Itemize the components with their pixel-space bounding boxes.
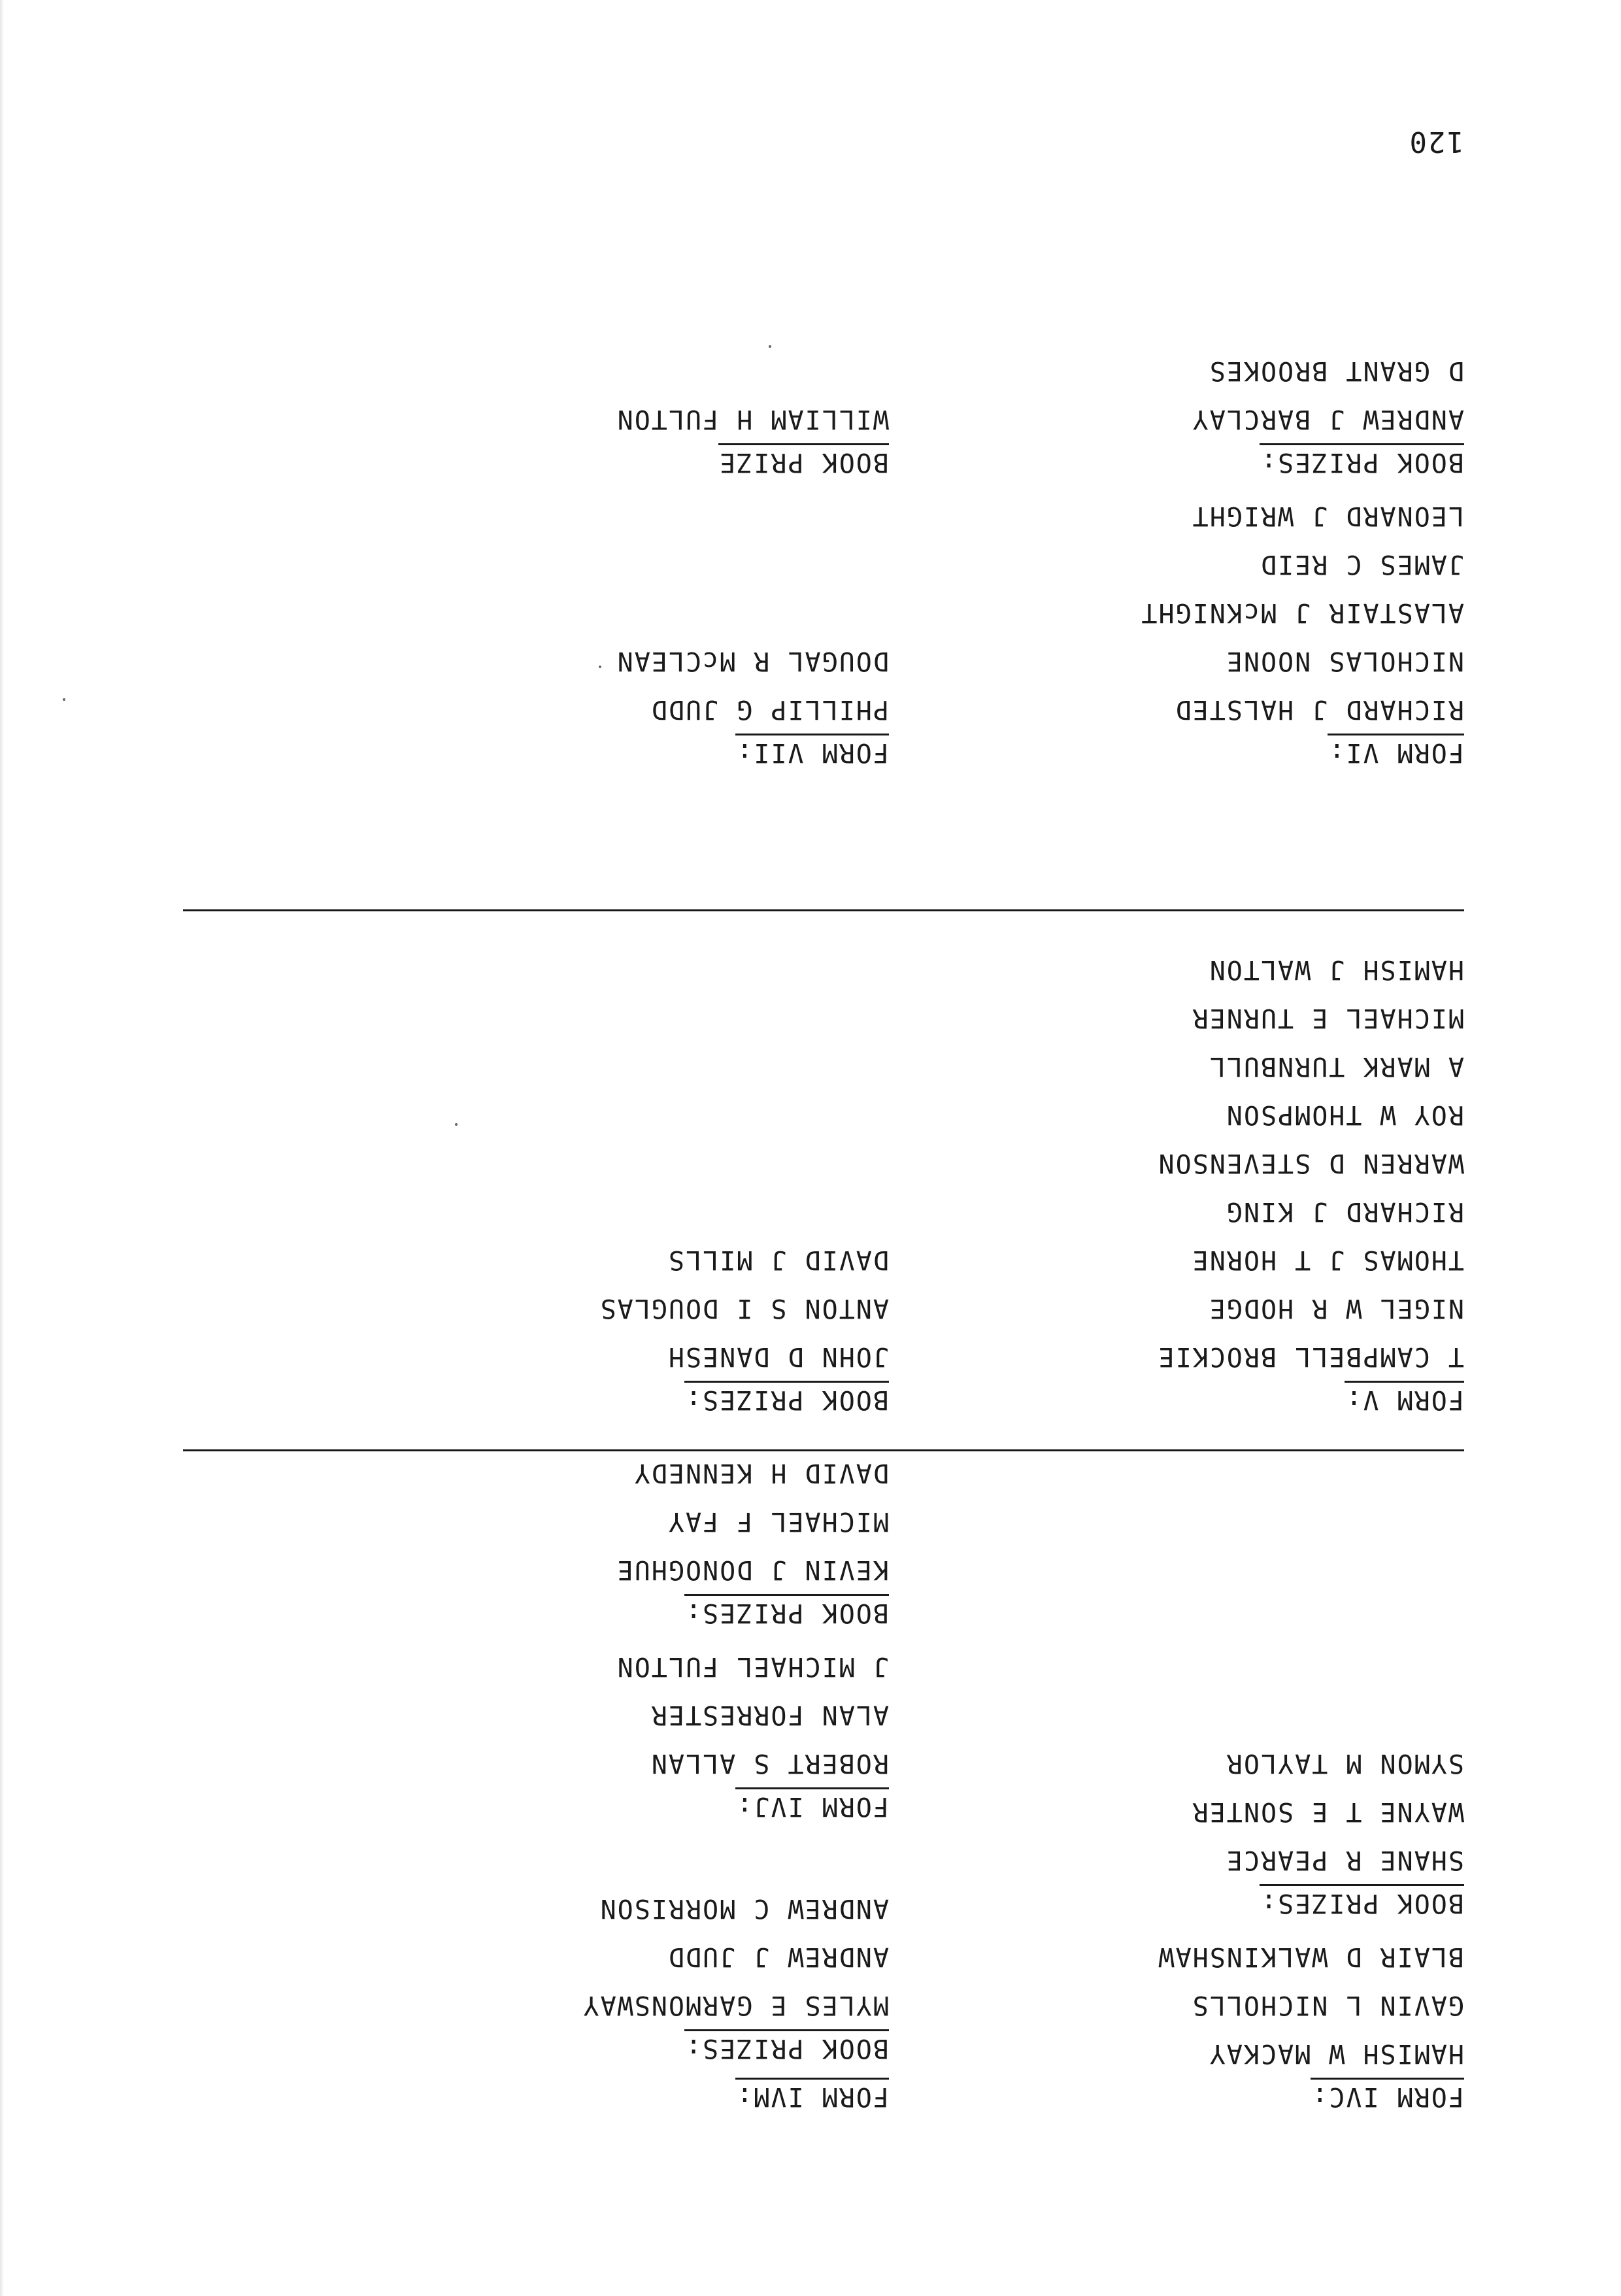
form-ivm-prize-name: ANDREW C MORRISON <box>599 1893 889 1923</box>
form-ivm-prize-name: ANDREW J JUDD <box>667 1942 889 1972</box>
form-v-name: T CAMPBELL BROCKIE <box>1157 1342 1464 1372</box>
form-ivc-prize-name: WAYNE T E SONTER <box>1191 1797 1464 1827</box>
form-v-book-prizes <box>235 1236 889 1429</box>
form-vi-name: ALASTAIR J McKNIGHT <box>1140 598 1464 628</box>
form-ivj-name: J MICHAEL FULTON <box>616 1651 889 1681</box>
form-v-name: MICHAEL E TURNER <box>1191 1003 1464 1033</box>
form-v-name: A MARK TURNBULL <box>1208 1051 1464 1081</box>
form-ivj-prize-name: DAVID H KENNEDY <box>633 1458 889 1488</box>
form-ivc-name: GAVIN L NICHOLLS <box>1191 1990 1464 2020</box>
form-ivc-name: BLAIR D WALKINSHAW <box>1157 1942 1464 1972</box>
form-vii-heading: FORM VII: <box>735 734 889 769</box>
form-vi-heading: FORM VI: <box>1328 734 1464 769</box>
form-ivj-name: ALAN FORRESTER <box>650 1700 889 1730</box>
form-v-name: NIGEL W R HODGE <box>1208 1293 1464 1323</box>
form-ivj-prize-name: KEVIN J DONOGHUE <box>616 1555 889 1585</box>
page-number: 120 <box>1408 125 1464 158</box>
scan-speck <box>769 345 771 348</box>
form-v-name: THOMAS J T HORNE <box>1191 1245 1464 1275</box>
form-v-name: ROY W THOMPSON <box>1225 1100 1464 1130</box>
form-ivj-prize-name: MICHAEL F FAY <box>667 1506 889 1536</box>
form-v-prize-name: JOHN D DANESH <box>667 1342 889 1372</box>
scan-speck <box>455 1123 458 1126</box>
form-vii-section <box>235 395 889 782</box>
form-vi-name: LEONARD J WRIGHT <box>1191 501 1464 531</box>
form-ivj-name: ROBERT S ALLAN <box>650 1748 889 1778</box>
form-v-heading: FORM V: <box>1345 1381 1464 1417</box>
scan-speck <box>599 666 601 668</box>
form-ivj-heading: FORM IVJ: <box>735 1787 889 1823</box>
section-divider-line <box>183 1449 1464 1451</box>
form-vi-prize-name: ANDREW J BARCLAY <box>1191 404 1464 434</box>
form-vi-prize-name: D GRANT BROOKES <box>1208 356 1464 386</box>
section-divider-line <box>183 909 1464 911</box>
form-ivc-name: HAMISH W MACKAY <box>1208 2038 1464 2068</box>
form-v-name: HAMISH J WALTON <box>1208 954 1464 985</box>
form-ivc-heading: FORM IVC: <box>1311 2078 1464 2114</box>
form-vi-name: RICHARD J HALSTED <box>1174 694 1464 724</box>
form-v-book-prizes-heading: BOOK PRIZES: <box>684 1381 889 1417</box>
form-vi-name: JAMES C REID <box>1260 549 1464 579</box>
form-ivc-prize-name: SYMON M TAYLOR <box>1225 1748 1464 1778</box>
form-ivm-heading: FORM IVM: <box>735 2078 889 2114</box>
form-ivj-book-prizes-heading: BOOK PRIZES: <box>684 1594 889 1630</box>
form-vi-name: NICHOLAS NOONE <box>1225 646 1464 676</box>
form-v-section <box>811 945 1464 1429</box>
form-vi-section <box>811 346 1464 782</box>
form-vii-name: PHILLIP G JUDD <box>650 694 889 724</box>
scan-speck <box>63 698 65 701</box>
form-ivc-section <box>811 1739 1464 2126</box>
form-ivc-prize-name: SHANE R PEARCE <box>1225 1845 1464 1875</box>
form-ivj-section <box>235 1449 889 1836</box>
form-v-prize-name: DAVID J MILLS <box>667 1245 889 1275</box>
form-v-name: RICHARD J KING <box>1225 1196 1464 1226</box>
form-vii-book-prize-heading: BOOK PRIZE <box>718 443 889 479</box>
form-vii-prize-name: WILLIAM H FULTON <box>616 404 889 434</box>
form-vii-name: DOUGAL R McCLEAN <box>616 646 889 676</box>
form-ivc-book-prizes-heading: BOOK PRIZES: <box>1260 1884 1464 1920</box>
form-v-name: WARREN D STEVENSON <box>1157 1148 1464 1178</box>
form-ivm-book-prizes-heading: BOOK PRIZES: <box>684 2029 889 2065</box>
form-ivm-prize-name: MYLES E GARMONSWAY <box>582 1990 889 2020</box>
form-ivm-section <box>235 1884 889 2126</box>
form-v-prize-name: ANTON S I DOUGLAS <box>599 1293 889 1323</box>
form-vi-book-prizes-heading: BOOK PRIZES: <box>1260 443 1464 479</box>
